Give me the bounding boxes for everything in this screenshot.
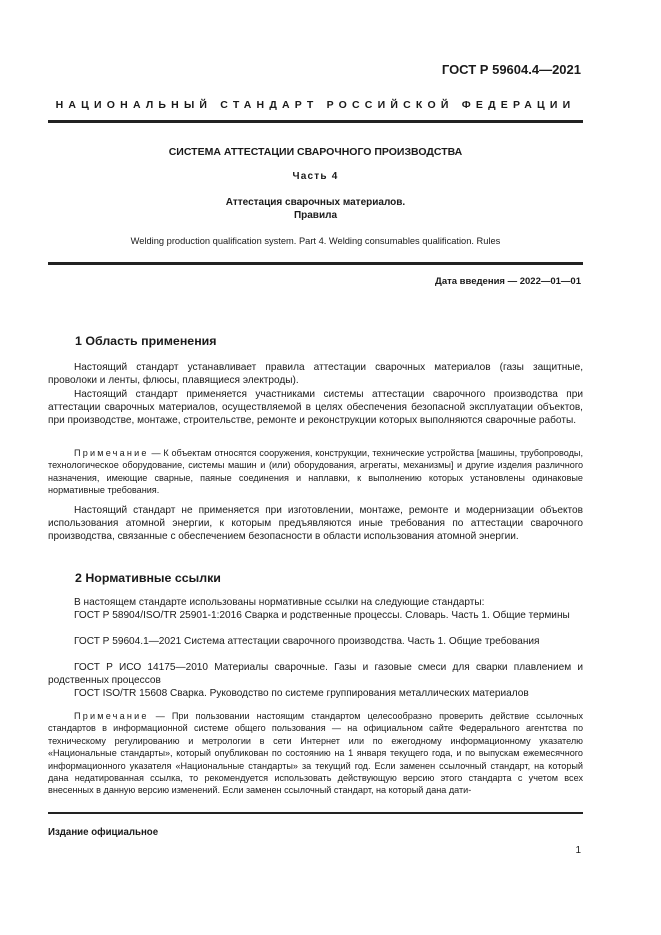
document-title-line1: Аттестация сварочных материалов. [225,197,406,208]
note-text: — К объектам относятся сооружения, конструкции, технические устройства [машины, трубопроводы, технологическое оборудование, системы машин и (или) оборудования, агрегаты, механизмы] и другие изделия различного назначения, имеющие сварные, паяные соединения и наплавки, к выполнению которых установлены одинаковые нормативные требования. [48,448,583,496]
section-2-heading: 2 Нормативные ссылки [75,571,221,585]
standard-code: ГОСТ Р 59604.4—2021 [441,62,581,77]
page-number: 1 [575,845,581,856]
reference-item: ГОСТ Р 59604.1—2021 Система аттестации сварочного производства. Часть 1. Общие требования [74,636,540,647]
section-1-paragraph-2: Настоящий стандарт применяется участниками системы аттестации сварочного производства при аттестации сварочных материалов, осуществляемой в целях обеспечения безопасной эксплуатации объектов, при производстве, монтаже, строительстве, ремонте и реконструкции которых выполняются сварочные работы. [48,389,583,427]
top-divider [48,120,583,123]
system-title: СИСТЕМА АТТЕСТАЦИИ СВАРОЧНОГО ПРОИЗВОДСТВА [168,146,463,158]
section-1-paragraph-3: Настоящий стандарт не применяется при изготовлении, монтаже, ремонте и модернизации объектов использования атомной энергии, к которым предъявляются иные требования по аттестации сварочного производства, связанные с обеспечением безопасности в области использования атомной энергии. [48,505,583,543]
section-1-paragraph-1: Настоящий стандарт устанавливает правила аттестации сварочных материалов (газы защитные, проволоки и ленты, флюсы, плавящиеся электроды). [48,362,583,387]
section-2-intro: В настоящем стандарте использованы нормативные ссылки на следующие стандарты: [74,597,485,608]
section-1-heading: 1 Область применения [75,334,217,348]
official-edition-label: Издание официальное [48,827,159,838]
english-title: Welding production qualification system. Part 4. Welding consumables qualification. Rules [130,236,501,246]
note-label: Примечание [74,448,149,458]
document-title [48,196,583,222]
section-1-note [48,447,583,497]
national-standard-banner: НАЦИОНАЛЬНЫЙ СТАНДАРТ РОССИЙСКОЙ ФЕДЕРАЦИИ [55,99,576,111]
footer-divider [48,812,583,814]
reference-item: ГОСТ ISO/TR 15608 Сварка. Руководство по системе группирования металлических материалов [74,688,529,699]
part-label: Часть 4 [292,171,339,182]
introduction-date: Дата введения — 2022—01—01 [435,276,581,287]
document-title-line2: Правила [293,210,338,221]
note-text: — При пользовании настоящим стандартом целесообразно проверить действие ссылочных стандартов в информационной системе общего пользования — на официальном сайте Федерального агентства по техническому регулированию и метрологии в сети Интернет или по ежегодному информационному указателю «Национальные стандарты», который опубликован по состоянию на 1 января текущего года, и по выпускам ежемесячного информационного указателя «Национальные стандарты» за текущий год. Если заменен ссылочный стандарт, на который дана недатированная ссылка, то рекомендуется использовать действующую версию этого стандарта с учетом всех внесенных в данную версию изменений. Если заменен ссылочный стандарт, на который дана дати- [48,711,583,796]
section-2-note [48,710,583,797]
title-divider [48,262,583,265]
reference-item: ГОСТ Р ИСО 14175—2010 Материалы сварочные. Газы и газовые смеси для сварки плавлением и родственных процессов [48,662,583,687]
note-label: Примечание [74,711,149,721]
reference-item: ГОСТ Р 58904/ISO/TR 25901-1:2016 Сварка и родственные процессы. Словарь. Часть 1. Общие термины [74,610,570,621]
